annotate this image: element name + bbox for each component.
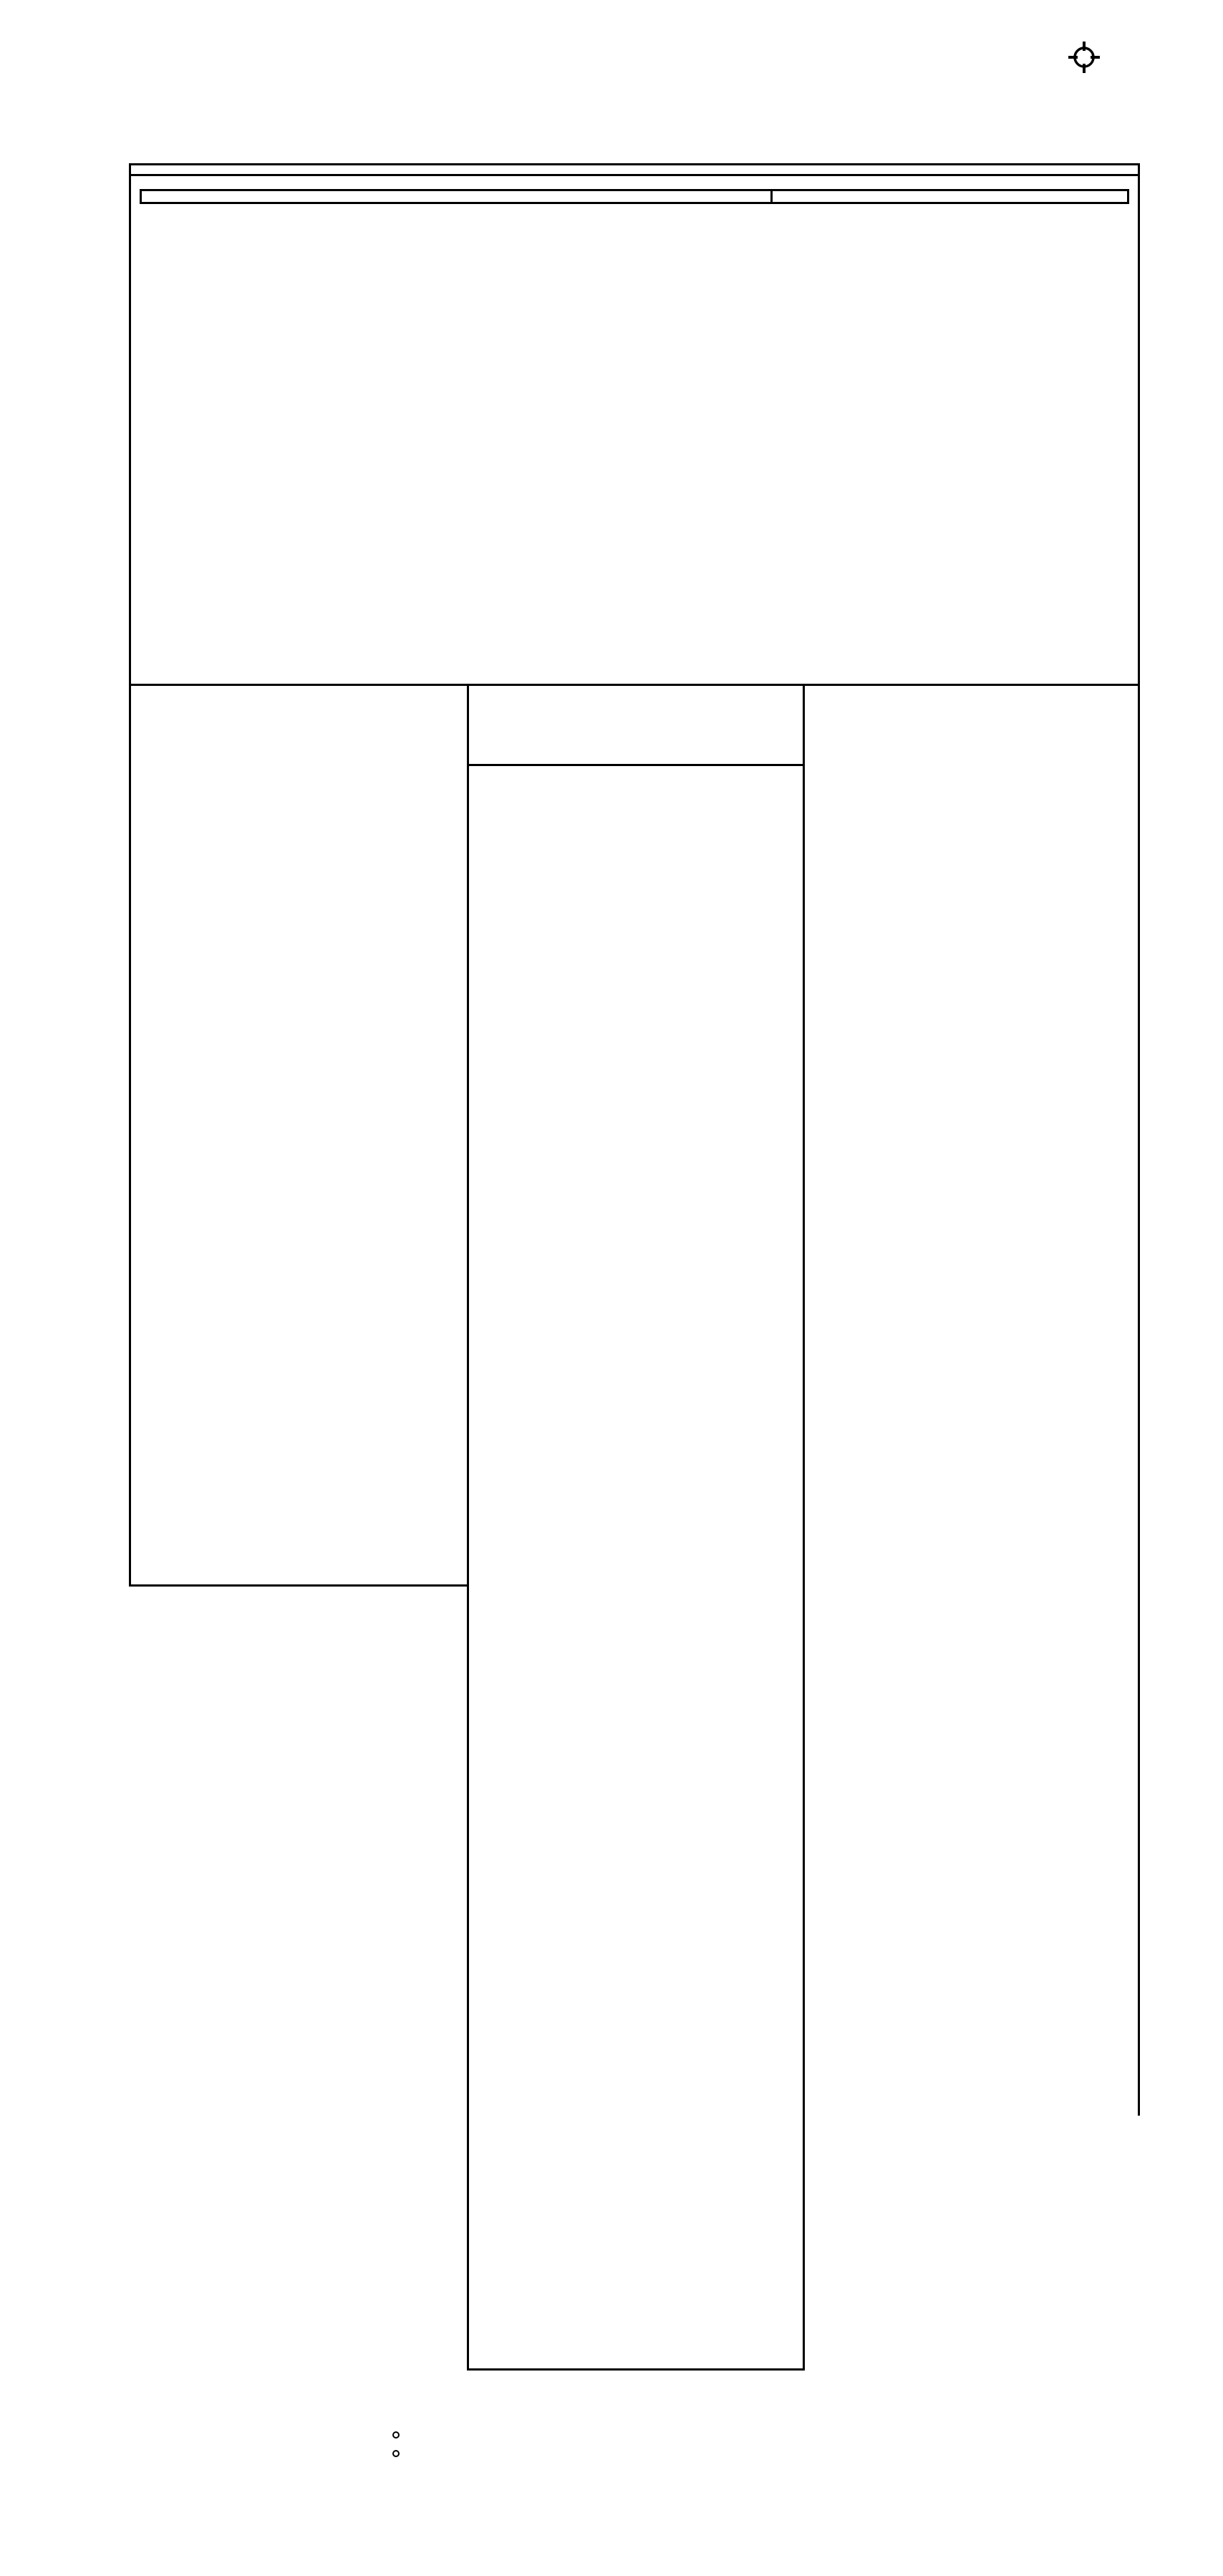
ballot-header bbox=[129, 163, 1140, 686]
divider bbox=[131, 174, 1138, 176]
ballot-column-2 bbox=[467, 686, 805, 2371]
timing-marks-right bbox=[1164, 166, 1182, 2421]
instructions-table bbox=[140, 189, 1129, 204]
ballot-column-1 bbox=[129, 686, 467, 1587]
to-vote-cell bbox=[142, 191, 773, 202]
special-election-banner bbox=[469, 686, 803, 766]
ballot-barcode bbox=[95, 2400, 395, 2484]
timing-marks-bottom bbox=[41, 2483, 1186, 2537]
timing-marks-top bbox=[41, 84, 1186, 135]
ballot-column-3 bbox=[805, 686, 1140, 2116]
warning-cell bbox=[773, 191, 1127, 202]
registration-dot bbox=[392, 2431, 400, 2439]
timing-marks-left bbox=[41, 166, 59, 2421]
registration-dot bbox=[392, 2450, 400, 2457]
registration-crosshair-icon bbox=[1067, 40, 1101, 78]
